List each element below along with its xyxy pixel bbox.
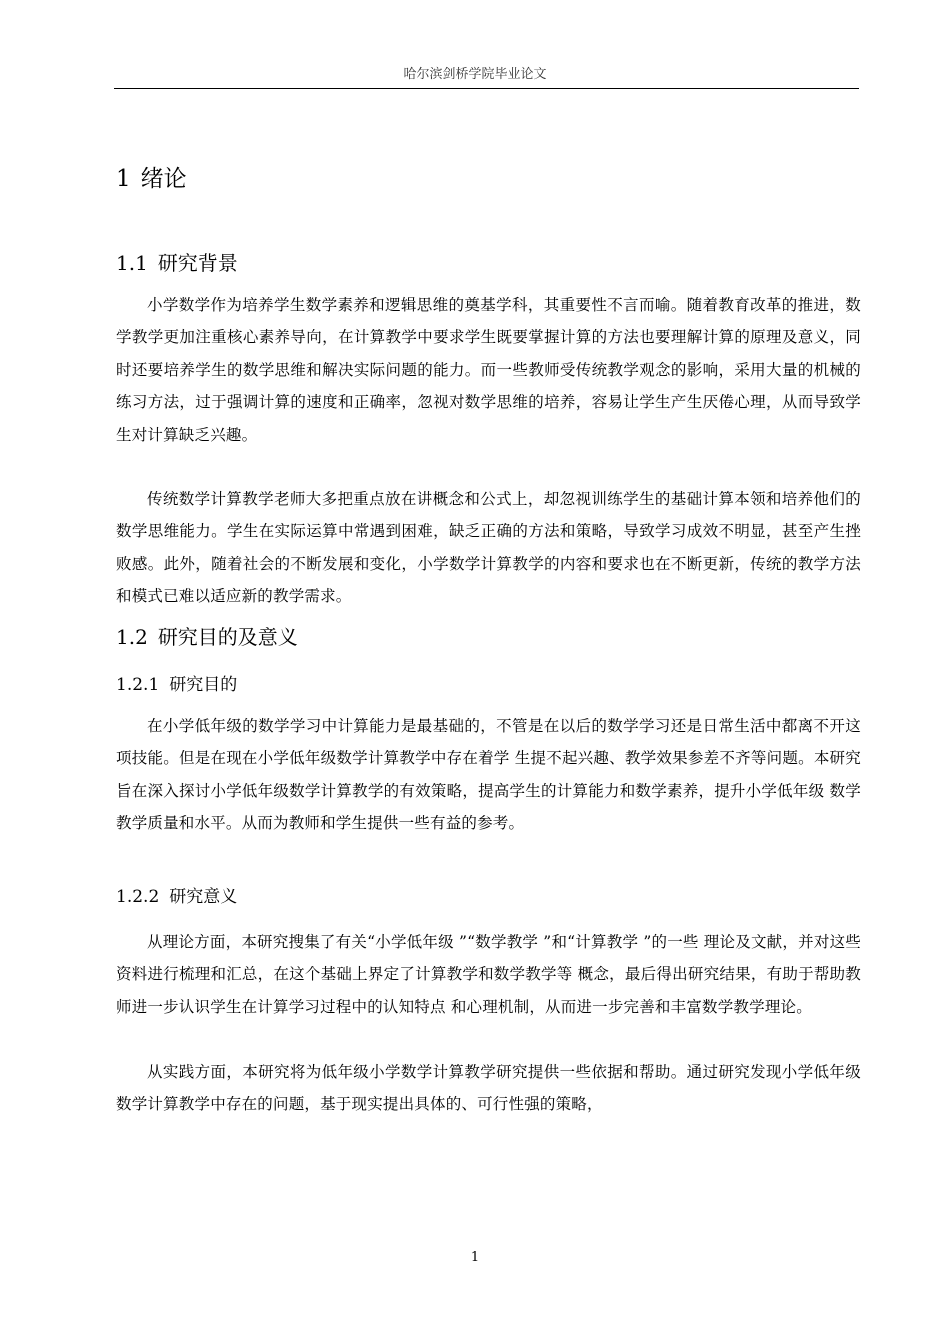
paragraph-significance-theory: 从理论方面，本研究搜集了有关“小学低年级 ”“数学教学 ”和“计算教学 ”的一些 理论及文献，并对这些资料进行梳理和汇总，在这个基础上界定了计算教学和数学教学等 概念，最后得出研究结果，有助于帮助教师进一步认识学生在计算学习过程中的认知特点 和心理机制，从而进一步完善和丰富数学教学理论。 <box>116 933 861 1016</box>
heading-section-1-2-1 <box>116 672 237 698</box>
heading-title: 研究意义 <box>169 887 238 907</box>
header-rule <box>114 88 859 89</box>
heading-section-1-2 <box>116 623 298 651</box>
paragraph-background-1: 小学数学作为培养学生数学素养和逻辑思维的奠基学科，其重要性不言而喻。随着教育改革的推进，数学教学更加注重核心素养导向，在计算教学中要求学生既要掌握计算的方法也要理解计算的原理及意义，同时还要培养学生的数学思维和解决实际问题的能力。而一些教师受传统教学观念的影响，采用大量的机械的练习方法，过于强调计算的速度和正确率，忽视对数学思维的培养，容易让学生产生厌倦心理，从而导致学生对计算缺乏兴趣。 <box>116 296 861 444</box>
paragraph-background-2: 传统数学计算教学老师大多把重点放在讲概念和公式上，却忽视训练学生的基础计算本领和培养他们的数学思维能力。学生在实际运算中常遇到困难，缺乏正确的方法和策略，导致学习成效不明显，甚至产生挫败感。此外，随着社会的不断发展和变化，小学数学计算教学的内容和要求也在不断更新，传统的教学方法和模式已难以适应新的教学需求。 <box>116 490 861 606</box>
heading-number: 1.2.1 <box>116 675 160 695</box>
paragraph-purpose: 在小学低年级的数学学习中计算能力是最基础的，不管是在以后的数学学习还是日常生活中都离不开这项技能。但是在现在小学低年级数学计算教学中存在着学 生提不起兴趣、教学效果参差不齐等问题。本研究旨在深入探讨小学低年级数学计算教学的有效策略，提高学生的计算能力和数学素养，提升小学低年级 数学教学质量和水平。从而为教师和学生提供一些有益的参考。 <box>116 717 861 833</box>
heading-section-1-2-2 <box>116 884 237 910</box>
heading-title: 研究目的 <box>169 675 238 695</box>
heading-number: 1 <box>116 166 131 192</box>
paragraph-significance-practice: 从实践方面，本研究将为低年级小学数学计算教学研究提供一些依据和帮助。通过研究发现小学低年级数学计算教学中存在的问题，基于现实提出具体的、可行性强的策略， <box>116 1063 861 1114</box>
heading-chapter-1 <box>116 164 187 194</box>
heading-title: 研究目的及意义 <box>157 625 298 649</box>
page-number: 1 <box>470 1250 480 1265</box>
heading-title: 研究背景 <box>157 251 238 275</box>
heading-number: 1.2.2 <box>116 887 160 907</box>
heading-section-1-1 <box>116 249 238 277</box>
heading-number: 1.1 <box>116 251 148 275</box>
heading-title: 绪论 <box>140 166 187 192</box>
running-header: 哈尔滨剑桥学院毕业论文 <box>403 67 547 82</box>
heading-number: 1.2 <box>116 625 148 649</box>
